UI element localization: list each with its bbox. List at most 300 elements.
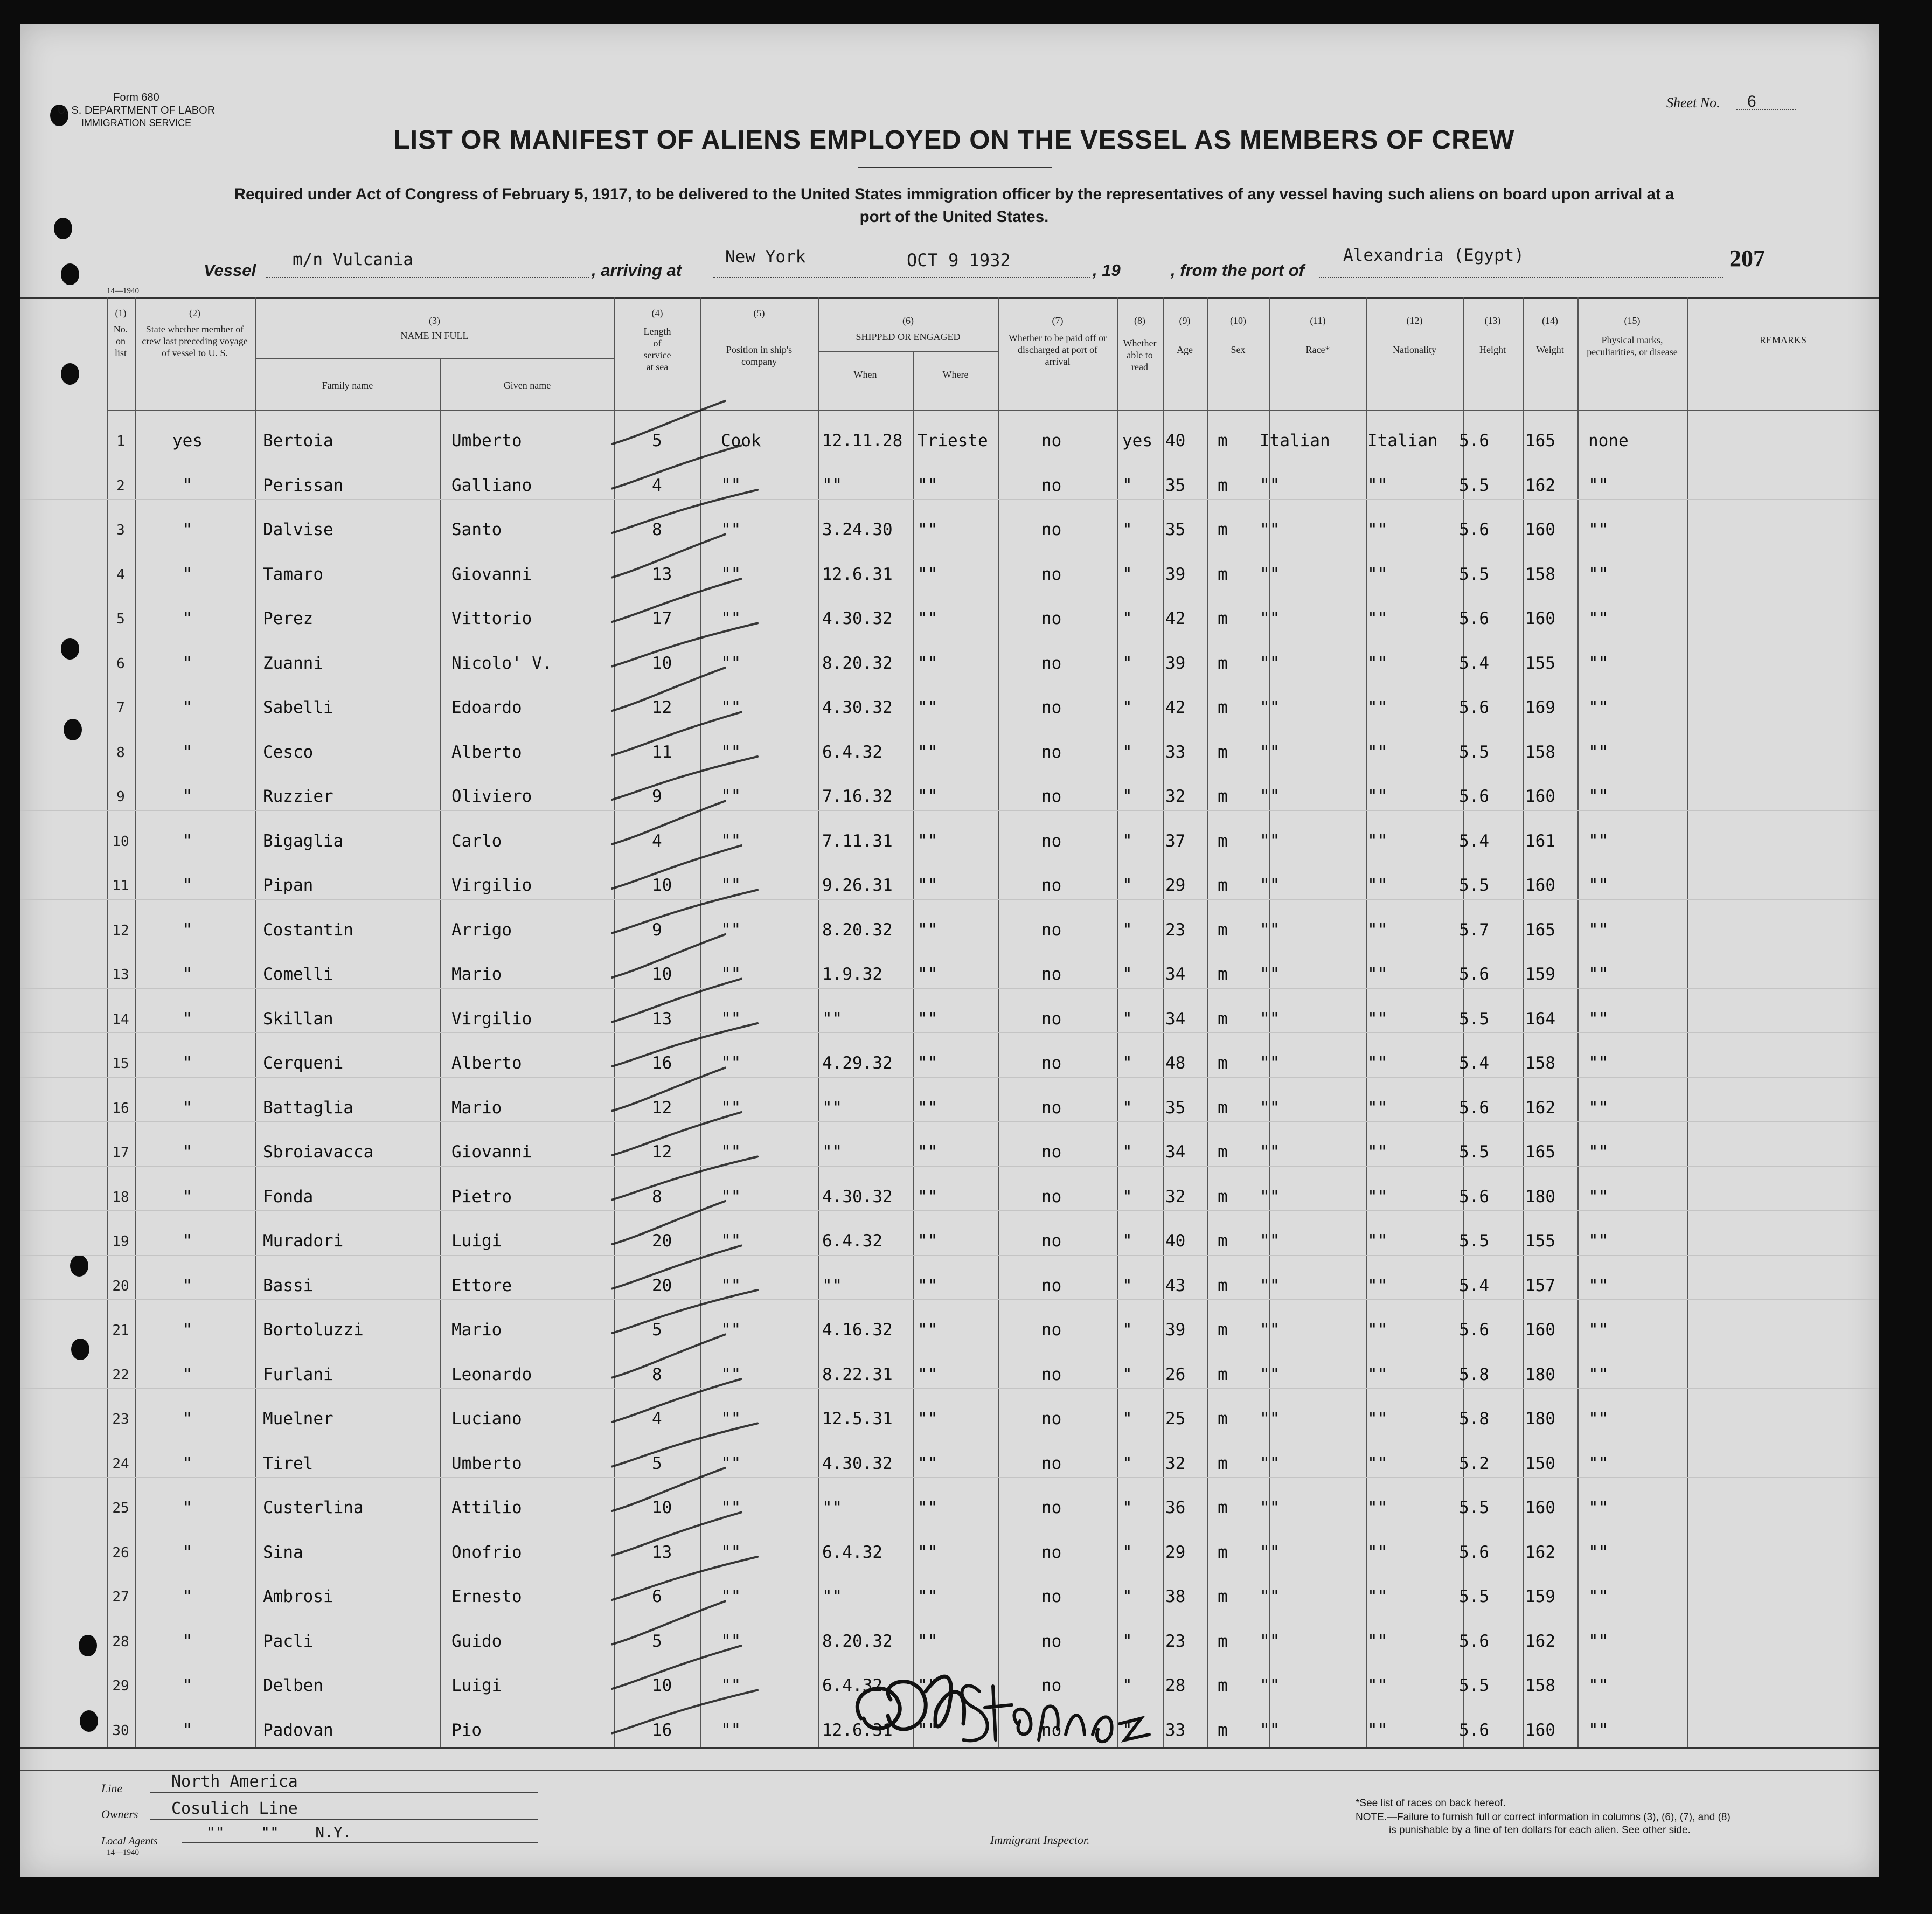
height-cell: 5.2 — [1459, 1453, 1489, 1473]
pen-check-stroke — [612, 845, 741, 889]
sex-cell: m — [1218, 520, 1228, 539]
row-number: 28 — [112, 1633, 129, 1650]
age-cell: 32 — [1165, 787, 1186, 806]
paid-off-cell: no — [1041, 520, 1062, 539]
position-cell: "" — [721, 520, 741, 539]
sex-cell: m — [1218, 1187, 1228, 1206]
row-number: 12 — [112, 922, 129, 939]
weight-cell: 150 — [1525, 1453, 1555, 1473]
position-cell: "" — [721, 475, 741, 495]
height-cell: 5.4 — [1459, 831, 1489, 851]
shipped-where-cell: "" — [918, 1542, 938, 1562]
given-name-cell: Pietro — [451, 1187, 512, 1206]
col-15-header: Physical marks, peculiarities, or disease — [1587, 335, 1678, 357]
sex-cell: m — [1218, 1320, 1228, 1340]
sex-cell: m — [1218, 1542, 1228, 1562]
prev-voyage-cell: " — [182, 1009, 193, 1029]
physical-marks-cell: "" — [1588, 1053, 1609, 1073]
col-9-header: Age — [1177, 344, 1193, 355]
able-to-read-cell: " — [1122, 742, 1132, 762]
given-name-cell: Mario — [451, 1098, 502, 1118]
paid-off-cell: no — [1041, 1587, 1062, 1606]
service-length-cell: 12 — [652, 1142, 672, 1162]
shipped-where-cell: "" — [918, 1409, 938, 1428]
family-name-cell: Muradori — [263, 1231, 344, 1251]
able-to-read-cell: " — [1122, 1364, 1132, 1384]
col-2-number: (2) — [189, 308, 200, 318]
prev-voyage-cell: " — [182, 609, 193, 628]
pen-check-stroke — [612, 1290, 757, 1333]
col-7-header: Whether to be paid off or discharged at port of arrival — [1008, 332, 1107, 367]
shipped-when-cell: 9.26.31 — [822, 876, 893, 895]
col-10-number: (10) — [1230, 315, 1246, 326]
prev-voyage-cell: " — [182, 1275, 193, 1295]
line-label: Line — [101, 1781, 123, 1795]
age-cell: 33 — [1165, 742, 1186, 762]
given-name-cell: Santo — [451, 520, 502, 539]
given-name-cell: Umberto — [451, 431, 522, 450]
paid-off-cell: no — [1041, 1720, 1062, 1740]
pen-check-stroke — [612, 1601, 725, 1645]
age-cell: 34 — [1165, 1142, 1186, 1162]
paid-off-cell: no — [1041, 1542, 1062, 1562]
shipped-when-cell: 6.4.32 — [822, 1542, 882, 1562]
col-5-header: Position in ship's company — [726, 344, 793, 367]
shipped-when-cell: 4.30.32 — [822, 609, 893, 628]
pen-check-stroke — [612, 1424, 757, 1467]
pen-check-stroke — [612, 1513, 741, 1556]
col-6-when-header: When — [853, 369, 877, 380]
prev-voyage-cell: " — [182, 520, 193, 539]
height-cell: 5.4 — [1459, 653, 1489, 673]
given-name-cell: Virgilio — [451, 876, 532, 895]
race-cell: "" — [1260, 831, 1280, 851]
position-cell: Cook — [721, 431, 761, 450]
family-name-cell: Bortoluzzi — [263, 1320, 364, 1340]
paid-off-cell: no — [1041, 1009, 1062, 1029]
row-number: 23 — [112, 1411, 129, 1427]
col-2-header: State whether member of crew last preceding voyage of vessel to U. S. — [142, 324, 248, 358]
age-cell: 48 — [1165, 1053, 1186, 1073]
physical-marks-cell: "" — [1588, 475, 1609, 495]
weight-cell: 155 — [1525, 1231, 1555, 1251]
able-to-read-cell: " — [1122, 1231, 1132, 1251]
pen-check-stroke — [612, 1246, 741, 1289]
pen-check-stroke — [612, 801, 725, 844]
col-5-number: (5) — [753, 308, 765, 318]
position-cell: "" — [721, 1676, 741, 1695]
shipped-where-cell: "" — [918, 1720, 938, 1740]
able-to-read-cell: " — [1122, 831, 1132, 851]
age-cell: 29 — [1165, 876, 1186, 895]
family-name-cell: Fonda — [263, 1187, 314, 1206]
col-6-number: (6) — [902, 315, 914, 326]
weight-cell: 159 — [1525, 1587, 1555, 1606]
family-name-cell: Ambrosi — [263, 1587, 333, 1606]
prev-voyage-cell: " — [182, 653, 193, 673]
weight-cell: 158 — [1525, 1053, 1555, 1073]
nationality-cell: "" — [1367, 1631, 1388, 1651]
col-15-number: (15) — [1624, 315, 1641, 326]
weight-cell: 162 — [1525, 1542, 1555, 1562]
race-cell: Italian — [1260, 431, 1330, 450]
service-length-cell: 9 — [652, 920, 662, 940]
agents-underline — [182, 1842, 538, 1843]
weight-cell: 160 — [1525, 520, 1555, 539]
height-cell: 5.6 — [1459, 1631, 1489, 1651]
able-to-read-cell: " — [1122, 564, 1132, 584]
shipped-where-cell: "" — [918, 920, 938, 940]
age-cell: 35 — [1165, 520, 1186, 539]
prev-voyage-cell: " — [182, 1142, 193, 1162]
shipped-where-cell: "" — [918, 520, 938, 539]
paid-off-cell: no — [1041, 698, 1062, 717]
nationality-cell: "" — [1367, 831, 1388, 851]
physical-marks-cell: "" — [1588, 564, 1609, 584]
sex-cell: m — [1218, 431, 1228, 450]
row-number: 13 — [112, 967, 129, 983]
paid-off-cell: no — [1041, 1409, 1062, 1428]
able-to-read-cell: " — [1122, 1720, 1132, 1740]
family-name-cell: Dalvise — [263, 520, 333, 539]
weight-cell: 160 — [1525, 1320, 1555, 1340]
position-cell: "" — [721, 1587, 741, 1606]
position-cell: "" — [721, 1098, 741, 1118]
age-cell: 32 — [1165, 1187, 1186, 1206]
nationality-cell: "" — [1367, 520, 1388, 539]
prev-voyage-cell: " — [182, 831, 193, 851]
nationality-cell: "" — [1367, 1009, 1388, 1029]
row-number: 16 — [112, 1100, 129, 1116]
given-name-cell: Arrigo — [451, 920, 512, 940]
col-3-number: (3) — [429, 315, 440, 326]
pen-check-stroke — [612, 446, 741, 489]
family-name-cell: Perissan — [263, 475, 344, 495]
height-cell: 5.5 — [1459, 1231, 1489, 1251]
col-4-header: Length of service at sea — [643, 326, 671, 372]
weight-cell: 160 — [1525, 609, 1555, 628]
age-cell: 39 — [1165, 1320, 1186, 1340]
position-cell: "" — [721, 1009, 741, 1029]
height-cell: 5.6 — [1459, 698, 1489, 717]
service-length-cell: 9 — [652, 787, 662, 806]
row-number: 6 — [116, 655, 125, 672]
family-name-cell: Tirel — [263, 1453, 314, 1473]
able-to-read-cell: " — [1122, 965, 1132, 984]
service-length-cell: 13 — [652, 564, 672, 584]
prev-voyage-cell: " — [182, 475, 193, 495]
nationality-cell: "" — [1367, 1231, 1388, 1251]
physical-marks-cell: "" — [1588, 520, 1609, 539]
physical-marks-cell: "" — [1588, 1098, 1609, 1118]
col-1-header: No. on list — [113, 324, 128, 358]
race-cell: "" — [1260, 1453, 1280, 1473]
row-number: 8 — [116, 744, 125, 761]
race-cell: "" — [1260, 1720, 1280, 1740]
race-cell: "" — [1260, 1320, 1280, 1340]
paid-off-cell: no — [1041, 1498, 1062, 1517]
departure-port: Alexandria (Egypt) — [1343, 246, 1524, 265]
nationality-cell: "" — [1367, 609, 1388, 628]
row-number: 27 — [112, 1589, 129, 1605]
weight-cell: 169 — [1525, 698, 1555, 717]
nationality-cell: "" — [1367, 876, 1388, 895]
shipped-when-cell: 8.22.31 — [822, 1364, 893, 1384]
physical-marks-cell: "" — [1588, 1320, 1609, 1340]
family-name-cell: Padovan — [263, 1720, 333, 1740]
paid-off-cell: no — [1041, 920, 1062, 940]
col-13-header: Height — [1479, 344, 1506, 355]
paid-off-cell: no — [1041, 965, 1062, 984]
prev-voyage-cell: " — [182, 1053, 193, 1073]
pen-check-stroke — [612, 1023, 757, 1066]
shipped-where-cell: "" — [918, 831, 938, 851]
service-length-cell: 8 — [652, 1187, 662, 1206]
shipped-where-cell: "" — [918, 1231, 938, 1251]
family-name-cell: Furlani — [263, 1364, 333, 1384]
sex-cell: m — [1218, 787, 1228, 806]
col-3-family-header: Family name — [322, 380, 373, 391]
col-11-number: (11) — [1310, 315, 1326, 326]
race-cell: "" — [1260, 609, 1280, 628]
nationality-cell: "" — [1367, 742, 1388, 762]
physical-marks-cell: none — [1588, 431, 1629, 450]
able-to-read-cell: " — [1122, 1631, 1132, 1651]
weight-cell: 165 — [1525, 431, 1555, 450]
height-cell: 5.7 — [1459, 920, 1489, 940]
paid-off-cell: no — [1041, 876, 1062, 895]
shipped-when-cell: 12.6.31 — [822, 564, 893, 584]
shipped-when-cell: "" — [822, 475, 843, 495]
weight-cell: 160 — [1525, 1498, 1555, 1517]
paid-off-cell: no — [1041, 1053, 1062, 1073]
physical-marks-cell: "" — [1588, 1498, 1609, 1517]
family-name-cell: Zuanni — [263, 653, 323, 673]
family-name-cell: Sina — [263, 1542, 303, 1562]
prev-voyage-cell: " — [182, 698, 193, 717]
row-number: 4 — [116, 566, 125, 583]
weight-cell: 157 — [1525, 1275, 1555, 1295]
nationality-cell: "" — [1367, 653, 1388, 673]
prev-voyage-cell: " — [182, 1409, 193, 1428]
col-13-number: (13) — [1484, 315, 1501, 326]
able-to-read-cell: " — [1122, 1542, 1132, 1562]
able-to-read-cell: " — [1122, 1187, 1132, 1206]
given-name-cell: Umberto — [451, 1453, 522, 1473]
age-cell: 32 — [1165, 1453, 1186, 1473]
race-cell: "" — [1260, 698, 1280, 717]
service-length-cell: 16 — [652, 1720, 672, 1740]
sex-cell: m — [1218, 965, 1228, 984]
given-name-cell: Carlo — [451, 831, 502, 851]
height-cell: 5.5 — [1459, 1009, 1489, 1029]
position-cell: "" — [721, 564, 741, 584]
pen-check-stroke — [612, 1379, 741, 1422]
weight-cell: 160 — [1525, 787, 1555, 806]
physical-marks-cell: "" — [1588, 1142, 1609, 1162]
age-cell: 23 — [1165, 1631, 1186, 1651]
service-length-cell: 5 — [652, 1453, 662, 1473]
sex-cell: m — [1218, 876, 1228, 895]
service-length-cell: 4 — [652, 831, 662, 851]
able-to-read-cell: " — [1122, 698, 1132, 717]
race-cell: "" — [1260, 1631, 1280, 1651]
given-name-cell: Luigi — [451, 1231, 502, 1251]
position-cell: "" — [721, 698, 741, 717]
service-length-cell: 10 — [652, 1498, 672, 1517]
age-cell: 40 — [1165, 431, 1186, 450]
shipped-where-cell: "" — [918, 1053, 938, 1073]
shipped-where-cell: "" — [918, 698, 938, 717]
physical-marks-cell: "" — [1588, 1409, 1609, 1428]
weight-cell: 158 — [1525, 1676, 1555, 1695]
shipped-where-cell: Trieste — [918, 431, 988, 450]
family-name-cell: Battaglia — [263, 1098, 353, 1118]
race-cell: "" — [1260, 1542, 1280, 1562]
pen-check-stroke — [612, 1690, 757, 1733]
height-cell: 5.6 — [1459, 1542, 1489, 1562]
pen-check-stroke — [612, 890, 757, 933]
position-cell: "" — [721, 787, 741, 806]
pen-check-stroke — [612, 535, 725, 578]
able-to-read-cell: " — [1122, 1453, 1132, 1473]
row-number: 22 — [112, 1367, 129, 1383]
physical-marks-cell: "" — [1588, 1720, 1609, 1740]
manifest-sheet — [20, 24, 1879, 1877]
weight-cell: 160 — [1525, 1720, 1555, 1740]
nationality-cell: "" — [1367, 1364, 1388, 1384]
physical-marks-cell: "" — [1588, 1453, 1609, 1473]
race-cell: "" — [1260, 787, 1280, 806]
age-cell: 29 — [1165, 1542, 1186, 1562]
pen-check-stroke — [612, 1335, 725, 1378]
shipped-where-cell: "" — [918, 965, 938, 984]
shipped-when-cell: 12.11.28 — [822, 431, 903, 450]
race-cell: "" — [1260, 1275, 1280, 1295]
physical-marks-cell: "" — [1588, 1631, 1609, 1651]
shipped-where-cell: "" — [918, 1453, 938, 1473]
sex-cell: m — [1218, 920, 1228, 940]
col-10-header: Sex — [1231, 344, 1246, 355]
given-name-cell: Ettore — [451, 1275, 512, 1295]
prev-voyage-cell: " — [182, 1098, 193, 1118]
able-to-read-cell: " — [1122, 1142, 1132, 1162]
family-name-cell: Pipan — [263, 876, 314, 895]
prev-voyage-cell: " — [182, 1187, 193, 1206]
age-cell: 39 — [1165, 564, 1186, 584]
pen-check-stroke — [612, 1468, 725, 1511]
height-cell: 5.5 — [1459, 1676, 1489, 1695]
given-name-cell: Vittorio — [451, 609, 532, 628]
family-name-cell: Cesco — [263, 742, 314, 762]
age-cell: 35 — [1165, 1098, 1186, 1118]
nationality-cell: "" — [1367, 1187, 1388, 1206]
nationality-cell: "" — [1367, 1676, 1388, 1695]
sex-cell: m — [1218, 1275, 1228, 1295]
pen-check-stroke — [612, 1557, 757, 1600]
line-underline — [150, 1792, 538, 1793]
row-number: 14 — [112, 1011, 129, 1028]
able-to-read-cell: " — [1122, 1275, 1132, 1295]
col-1-number: (1) — [115, 308, 127, 318]
sex-cell: m — [1218, 1587, 1228, 1606]
paid-off-cell: no — [1041, 1320, 1062, 1340]
position-cell: "" — [721, 609, 741, 628]
family-name-cell: Bertoia — [263, 431, 333, 450]
age-cell: 37 — [1165, 831, 1186, 851]
height-cell: 5.5 — [1459, 1498, 1489, 1517]
footer-print-code: 14—1940 — [107, 1848, 139, 1857]
race-cell: "" — [1260, 876, 1280, 895]
paid-off-cell: no — [1041, 1187, 1062, 1206]
able-to-read-cell: " — [1122, 1320, 1132, 1340]
race-cell: "" — [1260, 1142, 1280, 1162]
agents-label: Local Agents — [101, 1835, 158, 1847]
age-cell: 42 — [1165, 609, 1186, 628]
prev-voyage-cell: " — [182, 1320, 193, 1340]
vessel-name: m/n Vulcania — [293, 250, 413, 269]
page-title: LIST OR MANIFEST OF ALIENS EMPLOYED ON THE VESSEL AS MEMBERS OF CREW — [393, 126, 1515, 155]
penalty-note-2: is punishable by a fine of ten dollars for each alien. See other side. — [1389, 1825, 1691, 1836]
shipped-when-cell: "" — [822, 1009, 843, 1029]
row-number: 25 — [112, 1500, 129, 1516]
nationality-cell: "" — [1367, 475, 1388, 495]
height-cell: 5.5 — [1459, 564, 1489, 584]
year-label: , 19 — [1093, 261, 1121, 280]
sex-cell: m — [1218, 1498, 1228, 1517]
physical-marks-cell: "" — [1588, 876, 1609, 895]
row-number: 11 — [112, 878, 129, 894]
given-name-cell: Giovanni — [451, 564, 532, 584]
pen-check-stroke — [612, 979, 741, 1022]
row-number: 7 — [116, 700, 125, 716]
position-cell: "" — [721, 1364, 741, 1384]
row-number: 17 — [112, 1145, 129, 1161]
race-cell: "" — [1260, 475, 1280, 495]
shipped-when-cell: 1.9.32 — [822, 965, 882, 984]
prev-voyage-cell: yes — [172, 431, 203, 450]
pen-check-stroke — [612, 401, 725, 444]
prev-voyage-cell: " — [182, 1231, 193, 1251]
row-number: 2 — [116, 477, 125, 494]
given-name-cell: Mario — [451, 965, 502, 984]
race-cell: "" — [1260, 653, 1280, 673]
age-cell: 35 — [1165, 475, 1186, 495]
given-name-cell: Guido — [451, 1631, 502, 1651]
arrival-date-stamp: OCT 9 1932 — [907, 250, 1011, 271]
penalty-note-1: NOTE.—Failure to furnish full or correct information in columns (3), (6), (7), and (8) — [1356, 1812, 1731, 1823]
given-name-cell: Mario — [451, 1320, 502, 1340]
weight-cell: 158 — [1525, 742, 1555, 762]
race-cell: "" — [1260, 1364, 1280, 1384]
shipped-when-cell: "" — [822, 1142, 843, 1162]
able-to-read-cell: " — [1122, 1409, 1132, 1428]
physical-marks-cell: "" — [1588, 1275, 1609, 1295]
subtitle-line-1: Required under Act of Congress of February 5, 1917, to be delivered to the United States immigration officer by the representatives of any vessel having such aliens on board upon arrival at a — [234, 185, 1674, 203]
nationality-cell: "" — [1367, 1587, 1388, 1606]
service-length-cell: 8 — [652, 520, 662, 539]
shipped-where-cell: "" — [918, 609, 938, 628]
prev-voyage-cell: " — [182, 787, 193, 806]
sex-cell: m — [1218, 1142, 1228, 1162]
physical-marks-cell: "" — [1588, 831, 1609, 851]
family-name-cell: Tamaro — [263, 564, 323, 584]
row-number: 15 — [112, 1056, 129, 1072]
height-cell: 5.4 — [1459, 1053, 1489, 1073]
service-length-cell: 4 — [652, 1409, 662, 1428]
shipped-where-cell: "" — [918, 1142, 938, 1162]
nationality-cell: "" — [1367, 1409, 1388, 1428]
